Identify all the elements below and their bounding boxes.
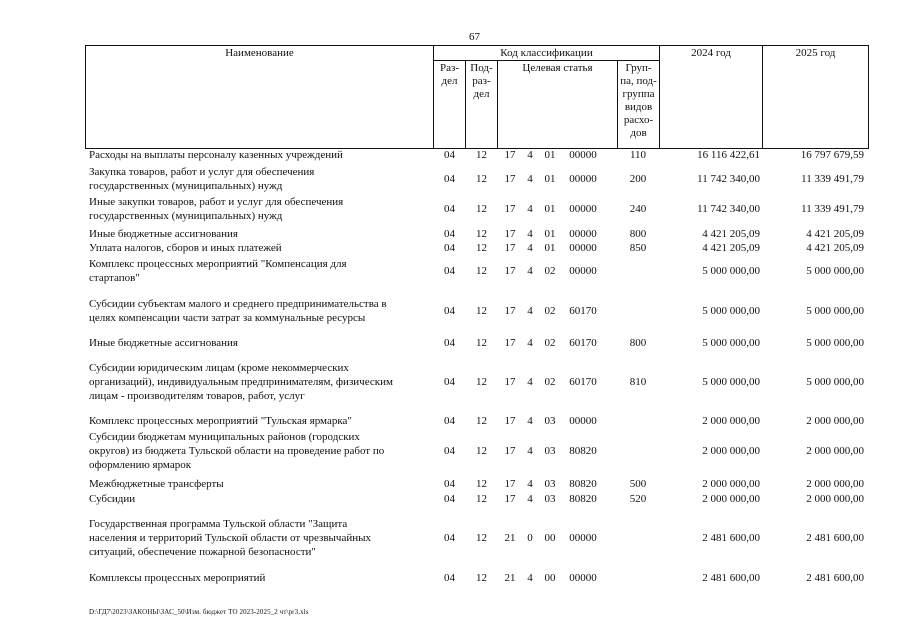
row-amount-y2024: 2 481 600,00 xyxy=(702,532,760,544)
row-code-t2: 4 xyxy=(527,572,533,584)
table-row xyxy=(0,227,904,241)
table-row xyxy=(0,257,904,285)
row-name: Субсидии xyxy=(89,493,136,505)
table-row xyxy=(0,195,904,223)
row-code-t4: 60170 xyxy=(569,305,597,317)
row-code-rz: 04 xyxy=(444,265,455,277)
row-code-t2: 4 xyxy=(527,242,533,254)
page-number: 67 xyxy=(469,31,480,43)
row-code-rz: 04 xyxy=(444,305,455,317)
table-row xyxy=(0,148,904,162)
row-code-t3: 02 xyxy=(544,305,556,317)
header-year-2024: 2024 год xyxy=(691,47,731,59)
row-amount-y2024: 16 116 422,61 xyxy=(697,149,760,161)
row-amount-y2024: 11 742 340,00 xyxy=(697,173,760,185)
row-code-t2: 4 xyxy=(527,173,533,185)
row-amount-y2024: 11 742 340,00 xyxy=(697,203,760,215)
row-code-t1: 17 xyxy=(504,376,516,388)
row-code-t2: 4 xyxy=(527,493,533,505)
row-code-vr: 850 xyxy=(629,242,647,254)
row-code-t2: 4 xyxy=(527,149,533,161)
row-name: Иные бюджетные ассигнования xyxy=(89,228,238,240)
header-vline xyxy=(433,45,434,149)
row-code-pr: 12 xyxy=(476,149,487,161)
header-group: Груп- па, под- группа видов расхо- дов xyxy=(620,62,657,139)
row-code-pr: 12 xyxy=(476,203,487,215)
header-vline xyxy=(762,45,763,149)
row-name: Закупка товаров, работ и услуг для обеспечения государственных (муниципальных) нужд xyxy=(89,166,315,192)
row-amount-y2024: 4 421 205,09 xyxy=(702,242,760,254)
row-code-t4: 00000 xyxy=(569,265,597,277)
header-sub-line xyxy=(433,60,659,61)
row-code-pr: 12 xyxy=(476,173,487,185)
row-code-pr: 12 xyxy=(476,445,487,457)
row-code-t3: 01 xyxy=(544,173,556,185)
row-code-t3: 01 xyxy=(544,203,556,215)
row-code-vr: 110 xyxy=(629,149,647,161)
row-code-rz: 04 xyxy=(444,478,455,490)
row-amount-y2024: 4 421 205,09 xyxy=(702,228,760,240)
row-amount-y2024: 2 481 600,00 xyxy=(702,572,760,584)
row-code-vr: 200 xyxy=(629,173,647,185)
row-code-t3: 01 xyxy=(544,228,556,240)
row-name: Комплекс процессных мероприятий "Тульская ярмарка" xyxy=(89,415,352,427)
row-code-t1: 17 xyxy=(504,305,516,317)
table-row xyxy=(0,571,904,585)
row-amount-y2025: 5 000 000,00 xyxy=(806,376,864,388)
row-amount-y2024: 5 000 000,00 xyxy=(702,265,760,277)
row-name: Государственная программа Тульской области "Защита населения и территорий Тульской области от чрезвычайных ситуаций, обеспечение пожарной безопасности" xyxy=(89,518,372,558)
row-name: Иные закупки товаров, работ и услуг для обеспечения государственных (муниципальных) нужд xyxy=(89,196,344,222)
table-row xyxy=(0,414,904,428)
row-code-t3: 03 xyxy=(544,415,556,427)
row-code-t4: 00000 xyxy=(569,242,597,254)
row-amount-y2025: 2 481 600,00 xyxy=(806,532,864,544)
row-code-t2: 4 xyxy=(527,265,533,277)
row-code-t2: 4 xyxy=(527,203,533,215)
row-code-t3: 03 xyxy=(544,478,556,490)
row-code-rz: 04 xyxy=(444,228,455,240)
row-code-t1: 17 xyxy=(504,242,516,254)
row-code-t4: 00000 xyxy=(569,149,597,161)
row-code-t4: 80820 xyxy=(569,493,597,505)
row-amount-y2025: 2 000 000,00 xyxy=(806,478,864,490)
row-code-t1: 21 xyxy=(504,532,516,544)
row-code-rz: 04 xyxy=(444,572,455,584)
table-row xyxy=(0,165,904,193)
row-amount-y2024: 2 000 000,00 xyxy=(702,445,760,457)
row-code-t4: 60170 xyxy=(569,337,597,349)
row-name: Субсидии юридическим лицам (кроме некоммерческих организаций), индивидуальным предпринимателям, физическим лицам - производителям товаров, работ, услуг xyxy=(89,362,393,402)
header-top-line xyxy=(85,45,869,46)
table-row xyxy=(0,517,904,559)
row-code-t1: 17 xyxy=(504,265,516,277)
row-code-rz: 04 xyxy=(444,149,455,161)
row-code-pr: 12 xyxy=(476,478,487,490)
row-code-t3: 01 xyxy=(544,149,556,161)
row-amount-y2025: 2 000 000,00 xyxy=(806,445,864,457)
row-code-rz: 04 xyxy=(444,173,455,185)
row-code-vr: 240 xyxy=(629,203,647,215)
row-amount-y2025: 11 339 491,79 xyxy=(801,203,864,215)
row-code-vr: 810 xyxy=(629,376,647,388)
row-code-t3: 03 xyxy=(544,493,556,505)
row-code-pr: 12 xyxy=(476,242,487,254)
row-amount-y2024: 2 000 000,00 xyxy=(702,493,760,505)
row-code-pr: 12 xyxy=(476,337,487,349)
row-code-rz: 04 xyxy=(444,337,455,349)
row-code-pr: 12 xyxy=(476,265,487,277)
row-code-pr: 12 xyxy=(476,305,487,317)
table-row xyxy=(0,361,904,403)
row-code-vr: 520 xyxy=(629,493,647,505)
row-name: Межбюджетные трансферты xyxy=(89,478,224,490)
row-code-t4: 00000 xyxy=(569,532,597,544)
row-code-t4: 00000 xyxy=(569,173,597,185)
row-code-t4: 00000 xyxy=(569,415,597,427)
row-amount-y2024: 5 000 000,00 xyxy=(702,376,760,388)
row-code-t1: 17 xyxy=(504,203,516,215)
row-code-t4: 80820 xyxy=(569,445,597,457)
row-code-pr: 12 xyxy=(476,572,487,584)
row-code-t3: 02 xyxy=(544,337,556,349)
table-row xyxy=(0,492,904,506)
header-name: Наименование xyxy=(225,47,294,59)
row-code-t2: 4 xyxy=(527,478,533,490)
row-code-rz: 04 xyxy=(444,242,455,254)
row-amount-y2025: 5 000 000,00 xyxy=(806,265,864,277)
row-amount-y2025: 2 000 000,00 xyxy=(806,415,864,427)
row-code-t4: 00000 xyxy=(569,572,597,584)
table-row xyxy=(0,241,904,255)
row-code-t1: 17 xyxy=(504,478,516,490)
row-code-rz: 04 xyxy=(444,415,455,427)
row-name: Субсидии бюджетам муниципальных районов (городских округов) из бюджета Тульской области на проведение работ по оформлению ярмарок xyxy=(89,431,385,471)
row-code-pr: 12 xyxy=(476,532,487,544)
file-path-footer: D:\ГД7\2023\ЗАКОНЫ\ЗАС_50\Изм. бюджет ТО 2023-2025_2 чт\pr3.xls xyxy=(89,608,309,616)
row-code-t2: 4 xyxy=(527,445,533,457)
row-amount-y2024: 5 000 000,00 xyxy=(702,305,760,317)
row-code-t1: 21 xyxy=(504,572,516,584)
row-code-t1: 17 xyxy=(504,445,516,457)
row-code-rz: 04 xyxy=(444,376,455,388)
row-code-t1: 17 xyxy=(504,337,516,349)
header-code: Код классификации xyxy=(500,47,593,59)
row-amount-y2025: 4 421 205,09 xyxy=(806,228,864,240)
row-amount-y2024: 5 000 000,00 xyxy=(702,337,760,349)
row-code-rz: 04 xyxy=(444,445,455,457)
row-name: Расходы на выплаты персоналу казенных учреждений xyxy=(89,149,343,161)
table-row xyxy=(0,336,904,350)
table-row xyxy=(0,297,904,325)
row-code-t3: 02 xyxy=(544,376,556,388)
header-vline xyxy=(659,45,660,149)
row-code-t2: 4 xyxy=(527,228,533,240)
row-code-t4: 60170 xyxy=(569,376,597,388)
row-code-vr: 800 xyxy=(629,337,647,349)
row-code-t1: 17 xyxy=(504,493,516,505)
row-code-t4: 00000 xyxy=(569,203,597,215)
row-code-t2: 4 xyxy=(527,337,533,349)
row-name: Иные бюджетные ассигнования xyxy=(89,337,238,349)
row-code-t2: 0 xyxy=(527,532,533,544)
row-name: Комплексы процессных мероприятий xyxy=(89,572,266,584)
row-code-t1: 17 xyxy=(504,173,516,185)
row-code-t2: 4 xyxy=(527,376,533,388)
row-code-vr: 500 xyxy=(629,478,647,490)
row-code-t1: 17 xyxy=(504,149,516,161)
row-code-pr: 12 xyxy=(476,493,487,505)
header-vline xyxy=(85,45,86,149)
row-code-pr: 12 xyxy=(476,228,487,240)
row-amount-y2025: 16 797 679,59 xyxy=(800,149,864,161)
header-podrazdel: Под- раз- дел xyxy=(470,62,493,100)
row-amount-y2025: 2 000 000,00 xyxy=(806,493,864,505)
row-amount-y2025: 2 481 600,00 xyxy=(806,572,864,584)
header-razdel: Раз- дел xyxy=(439,62,459,87)
row-name: Субсидии субъектам малого и среднего предпринимательства в целях компенсации части затрат за коммунальные ресурсы xyxy=(89,298,387,324)
header-year-2025: 2025 год xyxy=(795,47,836,59)
table-row xyxy=(0,477,904,491)
row-amount-y2025: 4 421 205,09 xyxy=(806,242,864,254)
row-code-pr: 12 xyxy=(476,376,487,388)
row-code-t1: 17 xyxy=(504,415,516,427)
row-code-rz: 04 xyxy=(444,203,455,215)
row-amount-y2025: 11 339 491,79 xyxy=(801,173,864,185)
row-code-t2: 4 xyxy=(527,305,533,317)
row-code-t1: 17 xyxy=(504,228,516,240)
row-code-pr: 12 xyxy=(476,415,487,427)
table-row xyxy=(0,430,904,472)
row-code-rz: 04 xyxy=(444,493,455,505)
row-name: Комплекс процессных мероприятий "Компенсация для стартапов" xyxy=(89,258,347,284)
row-code-t3: 00 xyxy=(544,572,556,584)
row-code-t3: 00 xyxy=(544,532,556,544)
row-code-t3: 03 xyxy=(544,445,556,457)
header-target: Целевая статья xyxy=(522,62,593,74)
row-code-rz: 04 xyxy=(444,532,455,544)
row-amount-y2024: 2 000 000,00 xyxy=(702,415,760,427)
row-amount-y2025: 5 000 000,00 xyxy=(806,305,864,317)
row-amount-y2025: 5 000 000,00 xyxy=(806,337,864,349)
row-code-t4: 00000 xyxy=(569,228,597,240)
row-name: Уплата налогов, сборов и иных платежей xyxy=(89,242,282,254)
row-amount-y2024: 2 000 000,00 xyxy=(702,478,760,490)
row-code-t3: 01 xyxy=(544,242,556,254)
row-code-vr: 800 xyxy=(629,228,647,240)
row-code-t2: 4 xyxy=(527,415,533,427)
row-code-t3: 02 xyxy=(544,265,556,277)
row-code-t4: 80820 xyxy=(569,478,597,490)
header-vline xyxy=(868,45,869,149)
